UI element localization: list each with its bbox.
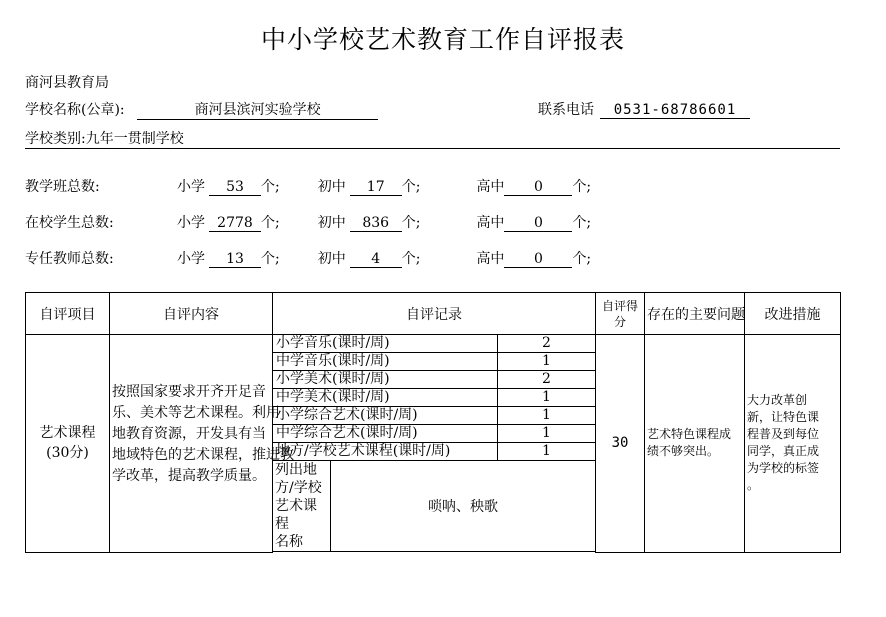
unit: 个; (572, 251, 592, 267)
middle-value: 836 (350, 215, 402, 232)
high-value: 0 (504, 215, 572, 232)
unit: 个; (261, 215, 280, 231)
record-label: 中学综合艺术(课时/周) (273, 425, 498, 443)
header-score: 自评得分 (596, 293, 645, 335)
unit: 个; (401, 251, 421, 267)
record-label: 小学音乐(课时/周) (273, 335, 498, 353)
primary-value: 53 (209, 179, 261, 196)
phone-label: 联系电话 (538, 102, 594, 118)
unit: 个; (401, 179, 421, 195)
middle-label: 初中 (317, 251, 346, 267)
stats-label: 在校学生总数: (25, 215, 114, 231)
page-title: 中小学校艺术教育工作自评报表 (260, 25, 625, 54)
primary-value: 13 (209, 251, 261, 268)
primary-label: 小学 (177, 179, 205, 195)
list-label-cell (273, 461, 331, 552)
high-value: 0 (504, 179, 572, 196)
record-value: 1 (498, 443, 596, 461)
primary-value: 2778 (209, 215, 261, 232)
phone-value: 0531-68786601 (600, 102, 750, 119)
list-value-cell: 唢呐、秧歌 (331, 461, 596, 552)
problem-cell (645, 335, 745, 553)
high-value: 0 (504, 251, 572, 268)
content-line: 学改革，提高教学质量。 (112, 467, 266, 484)
agency-name: 商河县教育局 (25, 75, 109, 91)
unit: 个; (261, 179, 280, 195)
list-label-line: 列出地 (275, 462, 317, 478)
list-label-line: 名称 (275, 534, 303, 550)
content-line: 地教育资源，开发具有当 (112, 425, 266, 442)
content-line: 按照国家要求开齐开足音 (112, 383, 266, 400)
school-type-row (25, 128, 840, 149)
measures-line: 同学，真正成 (747, 444, 820, 459)
school-name-value: 商河县滨河实验学校 (137, 99, 378, 120)
list-label-line: 艺术课程 (275, 498, 317, 532)
school-name-label: 学校名称(公章): (25, 102, 125, 118)
school-type-label: 学校类别: (25, 131, 86, 147)
unit: 个; (572, 179, 592, 195)
list-label-line: 方/学校 (275, 480, 322, 496)
record-value: 1 (498, 407, 596, 425)
primary-label: 小学 (177, 251, 205, 267)
content-line: 地域特色的艺术课程，推进教 (112, 446, 294, 463)
measures-line: 大力改革创 (747, 393, 808, 408)
record-label: 中学音乐(课时/周) (273, 353, 498, 371)
high-label: 高中 (476, 179, 505, 195)
middle-label: 初中 (317, 179, 346, 195)
middle-value: 4 (350, 251, 402, 268)
stats-row-classes (25, 176, 591, 196)
record-row (26, 335, 841, 353)
header-item: 自评项目 (26, 293, 110, 335)
unit: 个; (572, 215, 592, 231)
school-type-value: 九年一贯制学校 (85, 131, 184, 147)
record-value: 2 (498, 335, 596, 353)
record-label: 中学美术(课时/周) (273, 389, 498, 407)
item-points: (30分) (46, 445, 89, 462)
record-value: 1 (498, 425, 596, 443)
record-value: 2 (498, 371, 596, 389)
measures-line: 为学校的标签 (747, 461, 820, 476)
measures-cell (745, 335, 841, 553)
high-label: 高中 (476, 215, 505, 231)
evaluation-table (25, 292, 841, 553)
header-row (26, 293, 841, 335)
record-value: 1 (498, 353, 596, 371)
stats-row-students (25, 212, 591, 232)
stats-label: 教学班总数: (25, 179, 100, 195)
middle-label: 初中 (317, 215, 346, 231)
middle-value: 17 (350, 179, 402, 196)
header-content: 自评内容 (110, 293, 273, 335)
score-cell: 30 (596, 335, 645, 553)
phone-row (538, 99, 750, 119)
school-name-row (25, 99, 378, 120)
record-label: 小学美术(课时/周) (273, 371, 498, 389)
measures-line: 新，让特色课 (747, 410, 820, 425)
measures-line: 程普及到每位 (747, 427, 820, 442)
item-cell (26, 335, 110, 553)
stats-label: 专任教师总数: (25, 251, 114, 267)
measures-line: 。 (747, 478, 760, 493)
problem-line: 艺术特色课程成 (647, 427, 732, 442)
header-problem: 存在的主要问题 (645, 293, 745, 335)
item-name: 艺术课程 (39, 425, 96, 442)
record-value: 1 (498, 389, 596, 407)
record-label: 小学综合艺术(课时/周) (273, 407, 498, 425)
unit: 个; (401, 215, 421, 231)
problem-line: 绩不够突出。 (647, 444, 720, 459)
primary-label: 小学 (177, 215, 205, 231)
unit: 个; (261, 251, 280, 267)
high-label: 高中 (476, 251, 505, 267)
header-measures: 改进措施 (745, 293, 841, 335)
record-label: 地方/学校艺术课程(课时/周) (273, 443, 498, 461)
stats-row-teachers (25, 248, 591, 268)
content-line: 乐、美术等艺术课程。利用 (112, 404, 280, 421)
header-record: 自评记录 (273, 293, 596, 335)
